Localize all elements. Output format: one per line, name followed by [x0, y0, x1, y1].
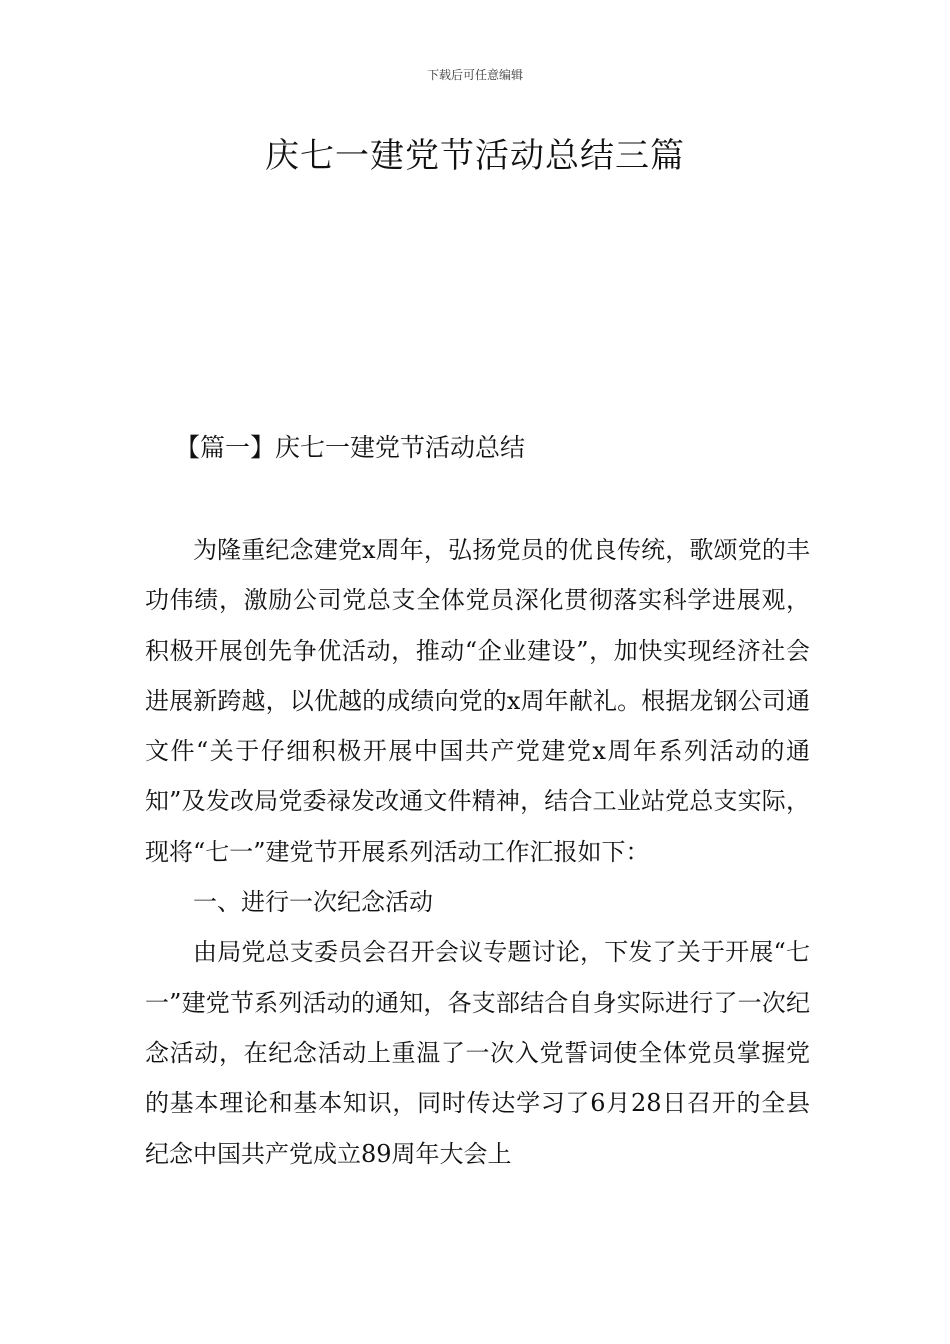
paragraph-intro: 为隆重纪念建党x周年，弘扬党员的优良传统，歌颂党的丰功伟绩，激励公司党总支全体党员深化贯彻落实科学进展观，积极开展创先争优活动，推动“企业建设”，加快实现经济社会进展新跨越，以优越的成绩向党的x周年献礼。根据龙钢公司通文件“关于仔细积极开展中国共产党建党x周年系列活动的通知”及发改局党委禄发改通文件精神，结合工业站党总支实际，现将“七一”建党节开展系列活动工作汇报如下： [145, 536, 810, 866]
document-title: 庆七一建党节活动总结三篇 [265, 136, 685, 176]
header-note: 下载后可任意编辑 [426, 68, 523, 82]
section-heading: 【篇一】庆七一建党节活动总结 [175, 433, 526, 462]
paragraph-activity: 由局党总支委员会召开会议专题讨论，下发了关于开展“七一”建党节系列活动的通知，各支部结合自身实际进行了一次纪念活动，在纪念活动上重温了一次入党誓词使全体党员掌握党的基本理论和基本知识，同时传达学习了6月28日召开的全县纪念中国共产党成立89周年大会上 [145, 938, 810, 1168]
document-body [145, 525, 810, 1179]
paragraph-subheading: 一、进行一次纪念活动 [193, 888, 433, 917]
